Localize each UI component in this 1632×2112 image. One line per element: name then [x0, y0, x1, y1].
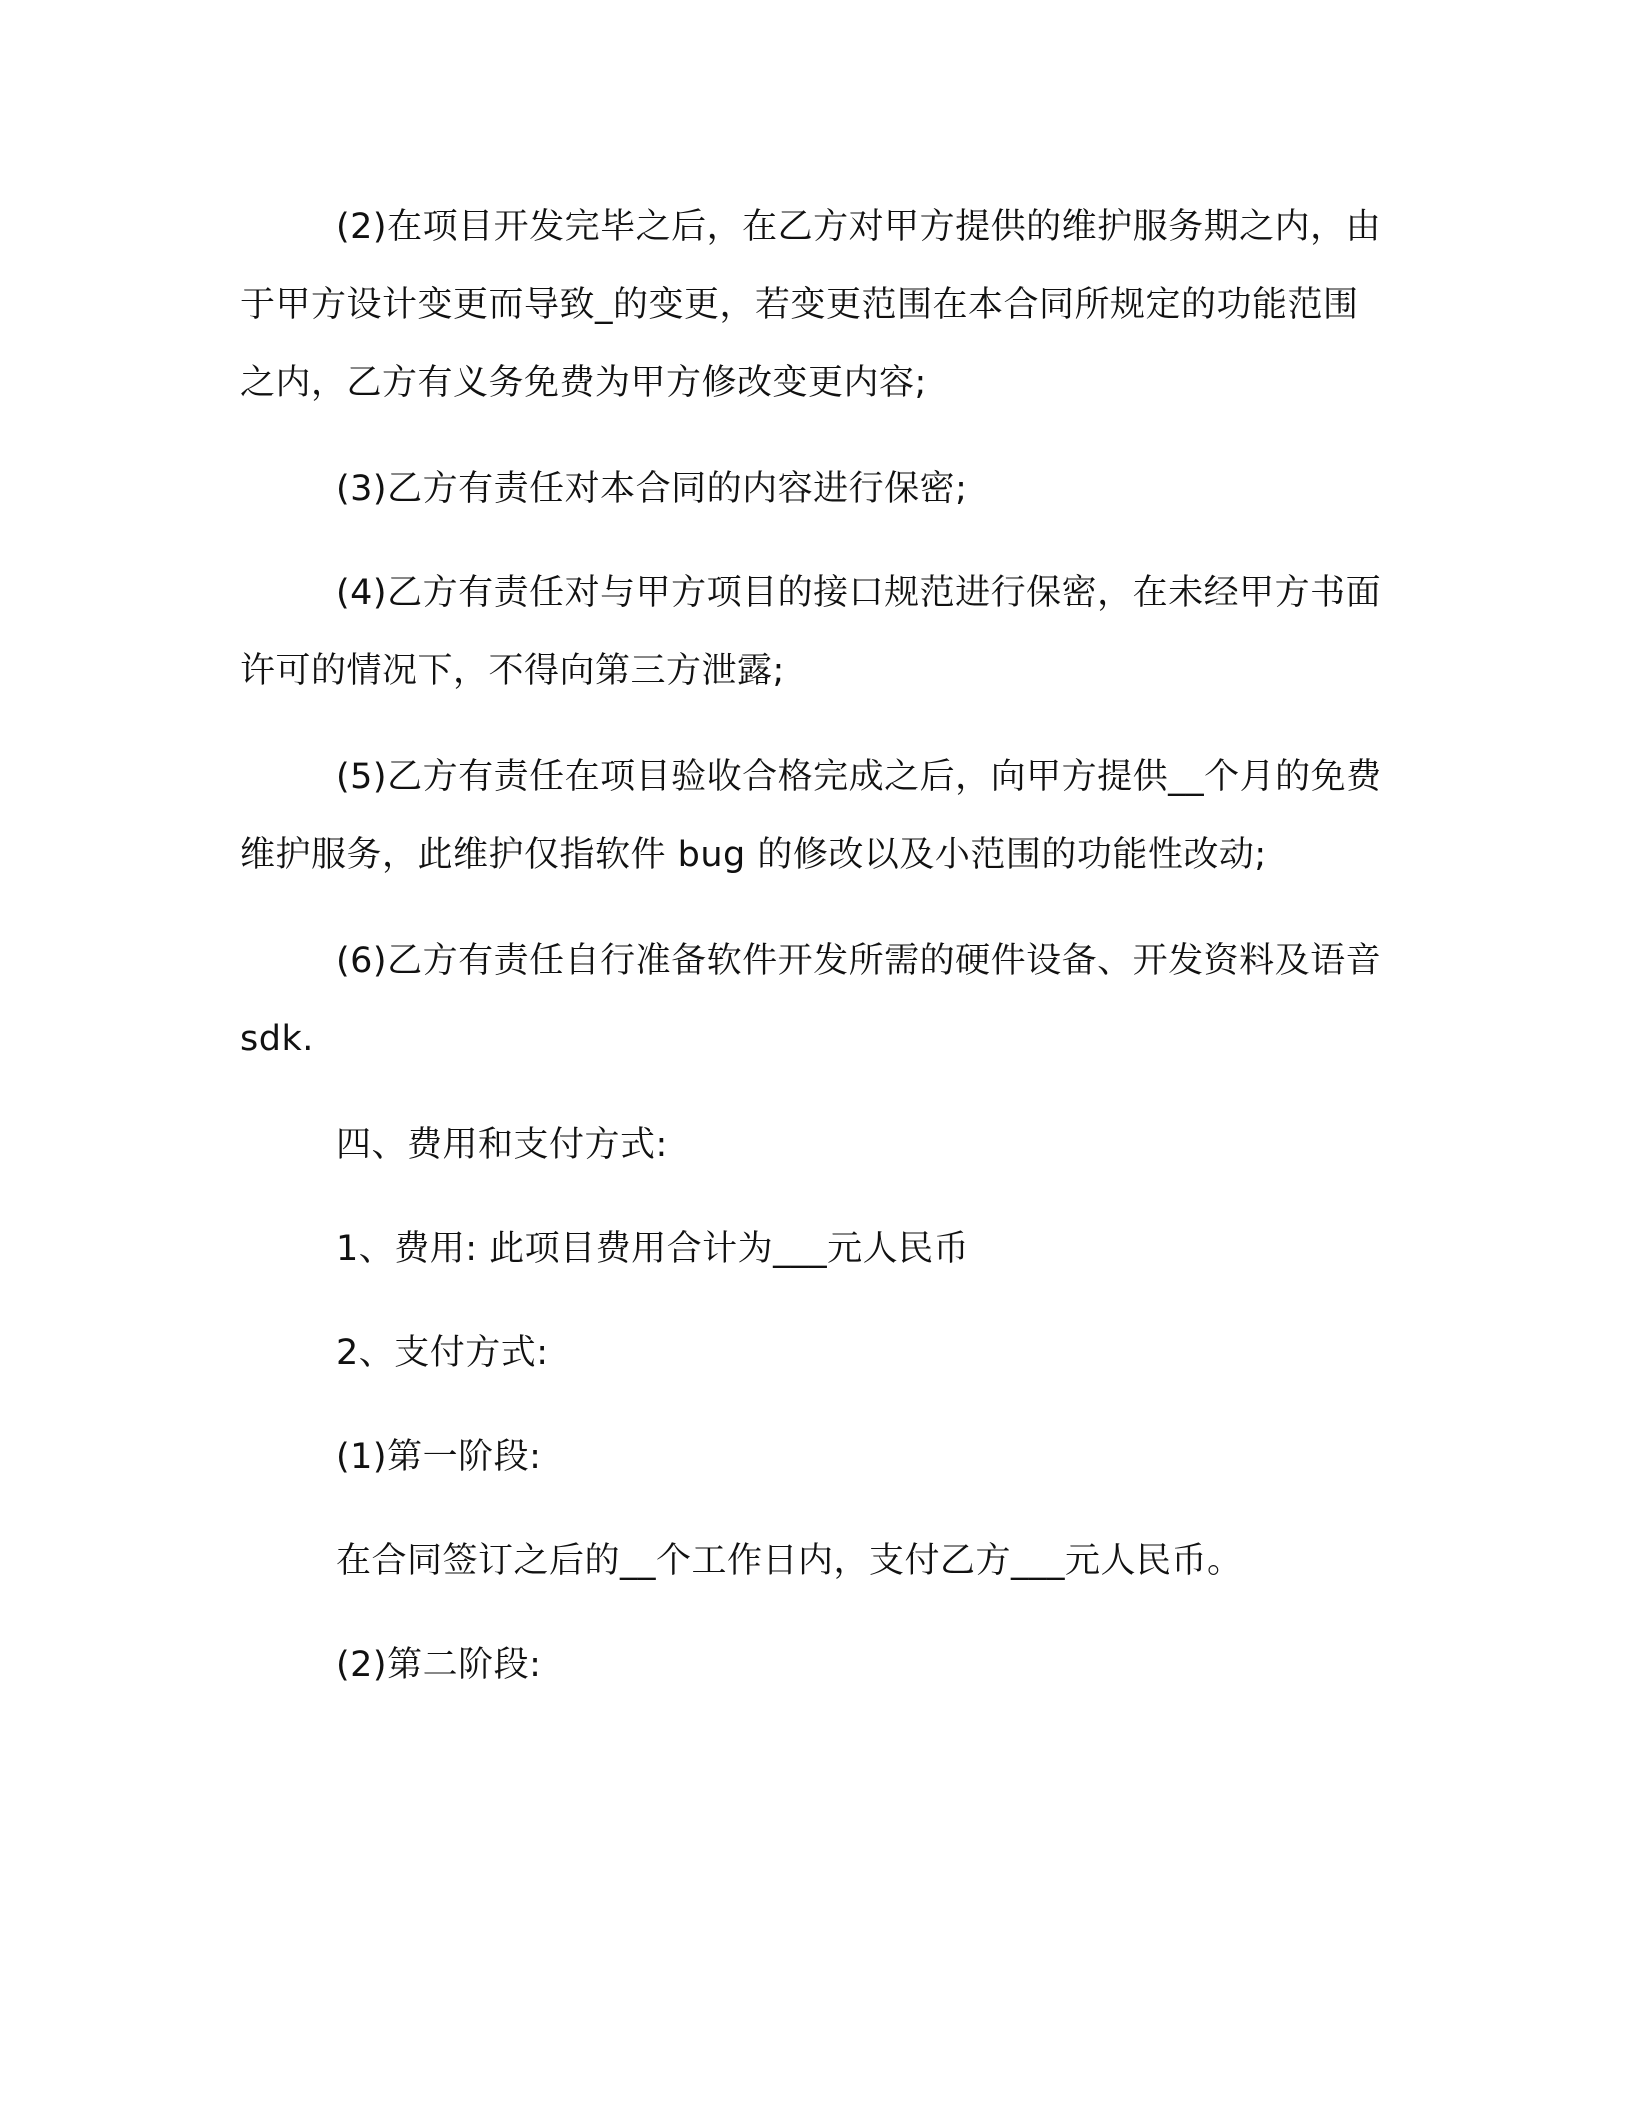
clause-4-interface-confidentiality: (4)乙方有责任对与甲方项目的接口规范进行保密，在未经甲方书面许可的情况下，不得向第三方泄露;: [240, 573, 1382, 691]
payment-method-item: 2、支付方式:: [336, 1333, 549, 1373]
clause-3-confidentiality: (3)乙方有责任对本合同的内容进行保密;: [336, 469, 968, 509]
payment-stage-1-heading: (1)第一阶段:: [336, 1437, 542, 1477]
document-body: [240, 188, 1390, 1730]
clause-2-maintenance-changes: (2)在项目开发完毕之后，在乙方对甲方提供的维护服务期之内，由于甲方设计变更而导致_的变更，若变更范围在本合同所规定的功能范围之内，乙方有义务免费为甲方修改变更内容;: [240, 207, 1382, 403]
payment-stage-1-detail: 在合同签订之后的__个工作日内，支付乙方___元人民币。: [336, 1541, 1243, 1581]
clause-6-hardware-and-sdk: (6)乙方有责任自行准备软件开发所需的硬件设备、开发资料及语音 sdk.: [240, 941, 1382, 1059]
clause-5-free-maintenance: (5)乙方有责任在项目验收合格完成之后，向甲方提供__个月的免费维护服务，此维护仅指软件 bug 的修改以及小范围的功能性改动;: [240, 757, 1382, 875]
fee-item: 1、费用: 此项目费用合计为___元人民币: [336, 1229, 970, 1269]
payment-stage-2-heading: (2)第二阶段:: [336, 1645, 542, 1685]
section-4-heading: 四、费用和支付方式:: [336, 1125, 668, 1165]
